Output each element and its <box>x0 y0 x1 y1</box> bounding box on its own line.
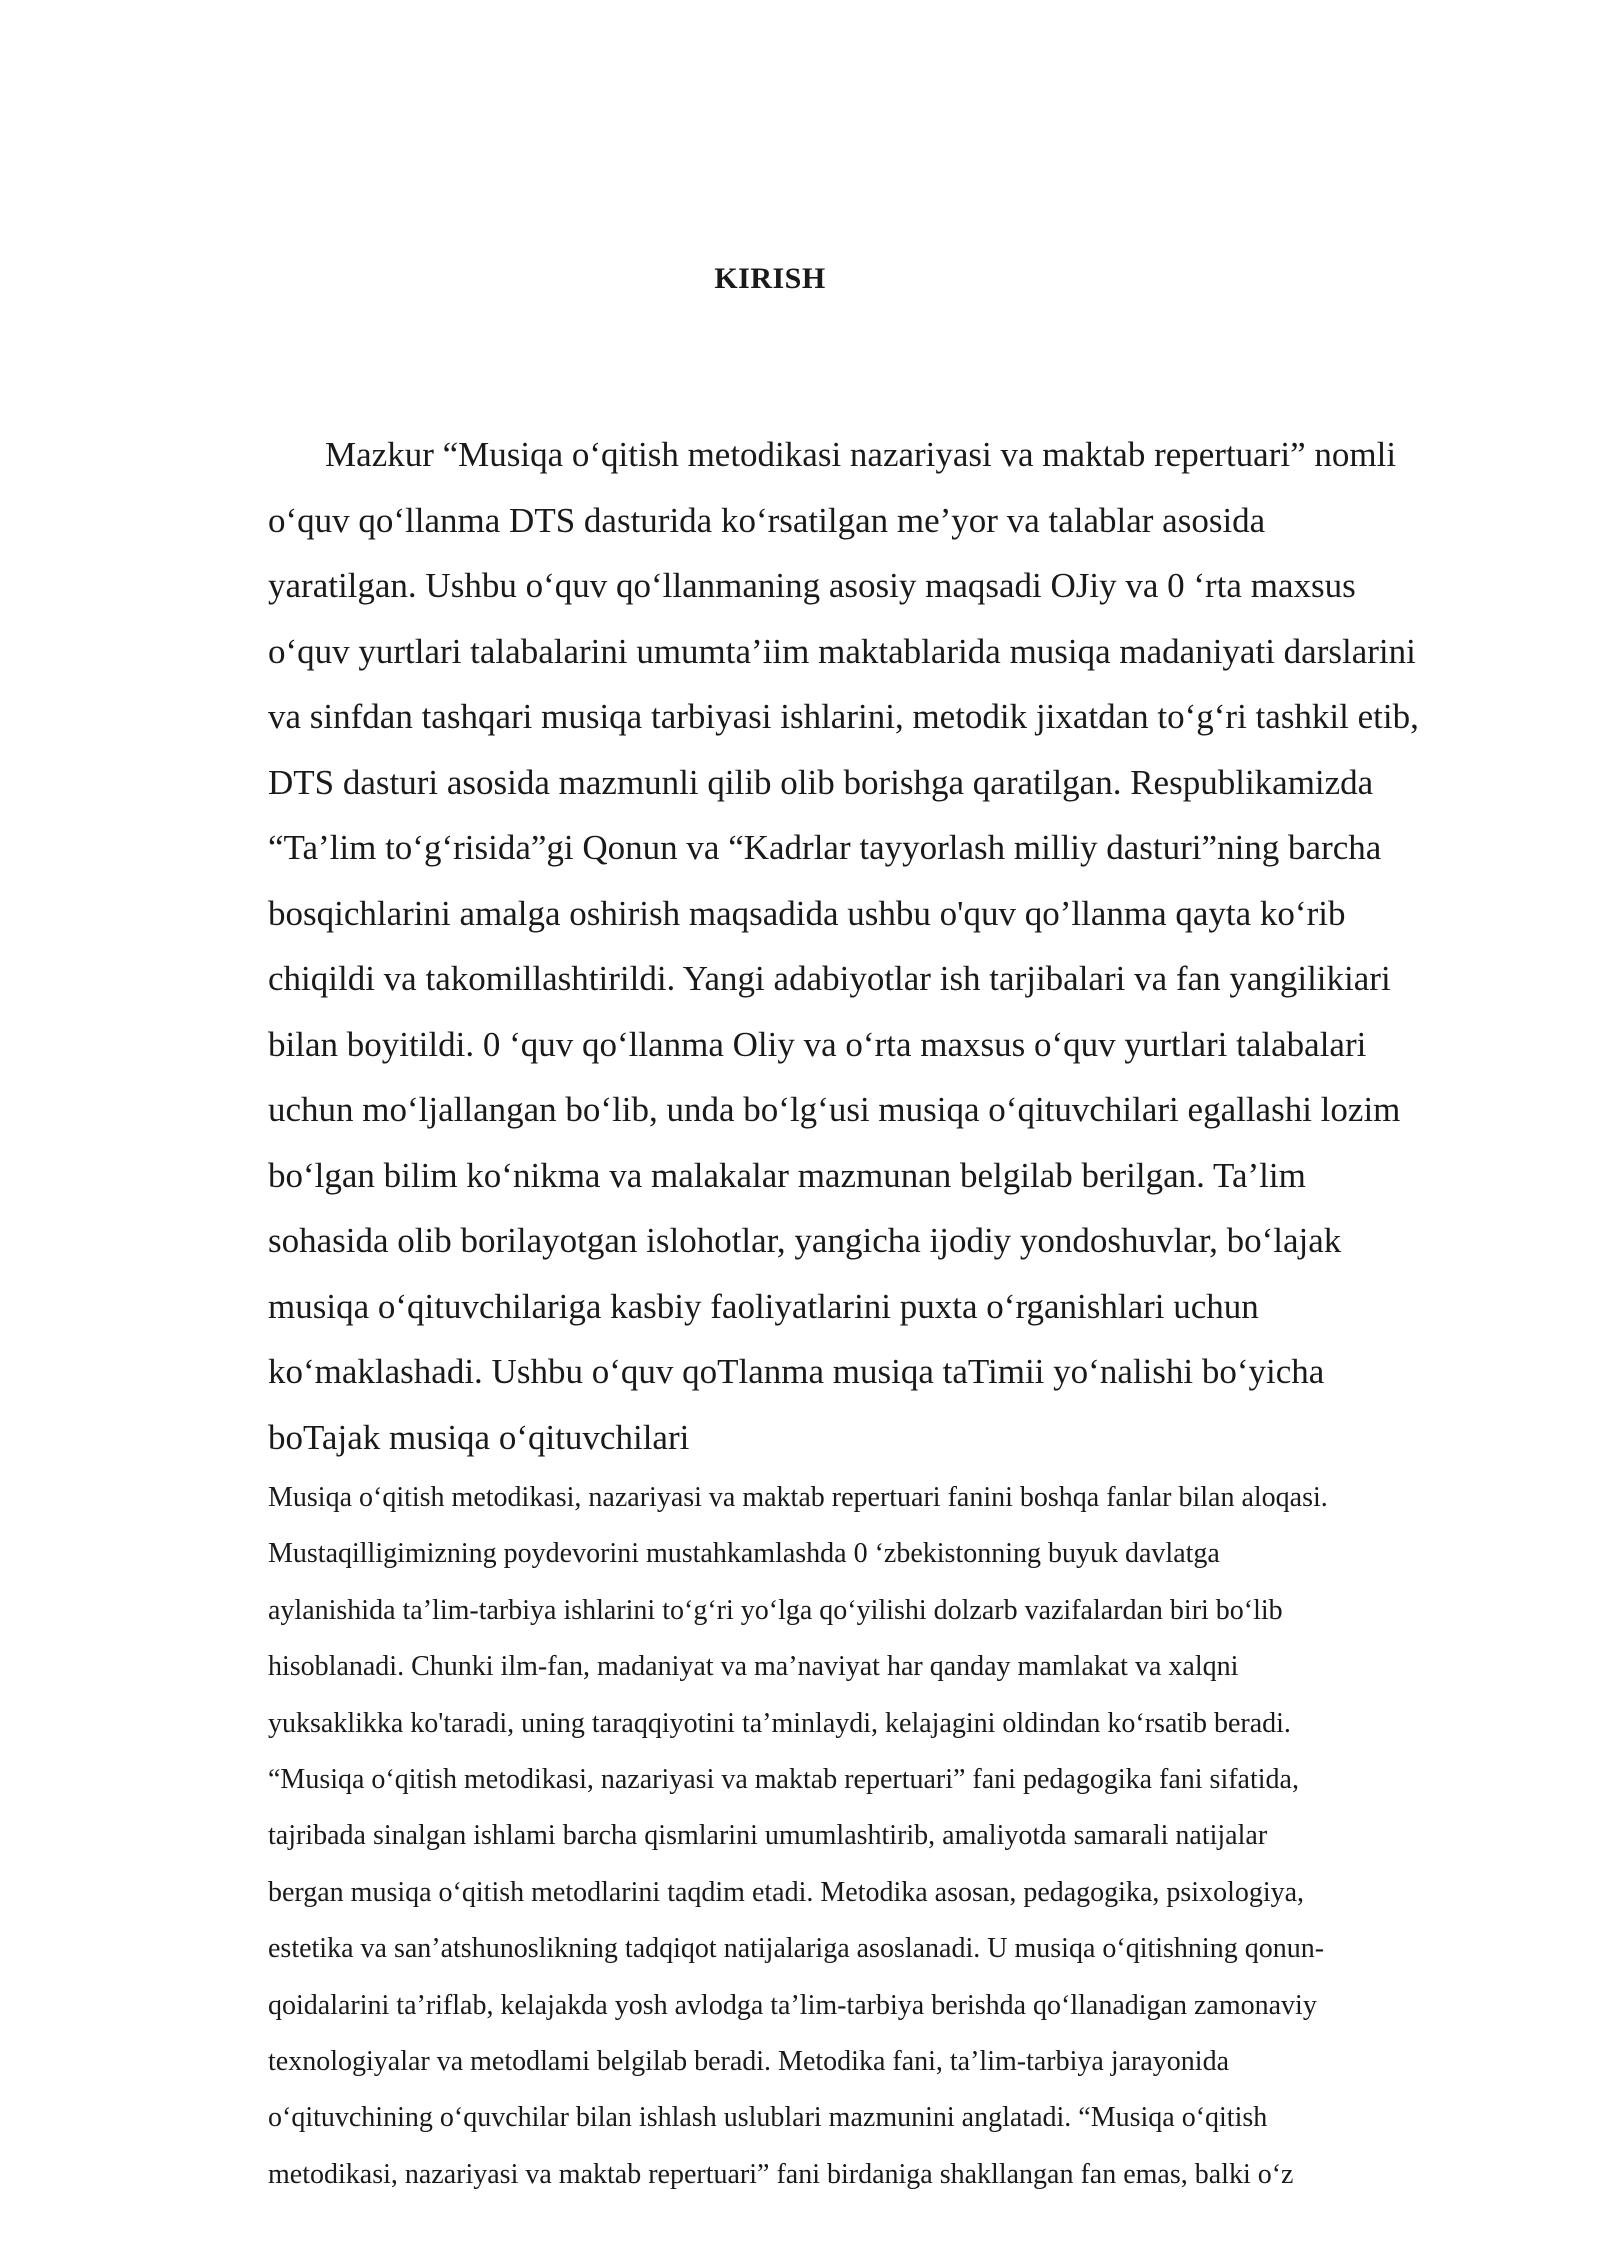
intro-line: musiqa o‘qituvchilariga kasbiy faoliyatlarini puxta o‘rganishlari uchun <box>268 1286 1259 1326</box>
body-line: Musiqa o‘qitish metodikasi, nazariyasi va maktab repertuari fanini boshqa fanlar bilan aloqasi. <box>268 1482 1328 1513</box>
intro-line: DTS dasturi asosida mazmunli qilib olib borishga qaratilgan. Respublikamizda <box>268 762 1374 802</box>
body-line: hisoblanadi. Chunki ilm-fan, madaniyat va ma’naviyat har qanday mamlakat va xalqni <box>268 1651 1239 1683</box>
page-title: KIRISH <box>714 262 826 295</box>
intro-line: o‘quv yurtlari talabalarini umumta’iim maktablarida musiqa madaniyati darslarini <box>268 631 1416 671</box>
body-line: o‘qituvchining o‘quvchilar bilan ishlash uslublari mazmunini anglatadi. “Musiqa o‘qitish <box>268 2102 1268 2134</box>
intro-line: o‘quv qo‘llanma DTS dasturida ko‘rsatilgan me’yor va talablar asosida <box>268 500 1266 540</box>
intro-line: bo‘lgan bilim ko‘nikma va malakalar mazmunan belgilab berilgan. Ta’lim <box>268 1155 1306 1195</box>
intro-line: va sinfdan tashqari musiqa tarbiyasi ishlarini, metodik jixatdan to‘g‘ri tashkil etib, <box>268 697 1419 736</box>
intro-line: sohasida olib borilayotgan islohotlar, yangicha ijodiy yondoshuvlar, bo‘lajak <box>268 1221 1342 1260</box>
intro-line: yaratilgan. Ushbu o‘quv qo‘llanmaning asosiy maqsadi OJiy va 0 ‘rta maxsus <box>268 566 1356 605</box>
intro-line: chiqildi va takomillashtirildi. Yangi adabiyotlar ish tarjibalari va fan yangilikiari <box>268 959 1391 998</box>
body-line: metodikasi, nazariyasi va maktab repertuari” fani birdaniga shakllangan fan emas, balki o‘z <box>268 2158 1294 2190</box>
intro-line: uchun mo‘ljallangan bo‘lib, unda bo‘lg‘usi musiqa o‘qituvchilari egallashi lozim <box>268 1090 1401 1129</box>
body-line: tajribada sinalgan ishlami barcha qismlarini umumlashtirib, amaliyotda samarali natijalar <box>268 1820 1268 1852</box>
intro-line: bosqichlarini amalga oshirish maqsadida ushbu o'quv qo’llanma qayta ko‘rib <box>268 893 1346 933</box>
intro-line: ko‘maklashadi. Ushbu o‘quv qoTlanma musiqa taTimii yo‘nalishi bo‘yicha <box>268 1352 1325 1391</box>
body-line: estetika va san’atshunoslikning tadqiqot natijalariga asoslanadi. U musiqa o‘qitishning qonun- <box>268 1933 1325 1965</box>
intro-line: “Ta’lim to‘g‘risida”gi Qonun va “Kadrlar tayyorlash milliy dasturi”ning barcha <box>268 828 1382 867</box>
body-line: Mustaqilligimizning poydevorini mustahkamlashda 0 ‘zbekistonning buyuk davlatga <box>268 1538 1220 1570</box>
body-line: qoidalarini ta’riflab, kelajakda yosh avlodga ta’lim-tarbiya berishda qo‘llanadigan zamonaviy <box>268 1989 1317 2021</box>
body-line: “Musiqa o‘qitish metodikasi, nazariyasi va maktab repertuari” fani pedagogika fani sifatida, <box>268 1764 1299 1796</box>
intro-line: bilan boyitildi. 0 ‘quv qo‘llanma Oliy va o‘rta maxsus o‘quv yurtlari talabalari <box>268 1024 1367 1064</box>
intro-line: Mazkur “Musiqa o‘qitish metodikasi nazariyasi va maktab repertuari” nomli <box>325 435 1397 474</box>
intro-line: boTajak musiqa o‘qituvchilari <box>268 1417 690 1457</box>
body-line: bergan musiqa o‘qitish metodlarini taqdim etadi. Metodika asosan, pedagogika, psixologiya, <box>268 1876 1305 1908</box>
body-line: aylanishida ta’lim-tarbiya ishlarini to‘g‘ri yo‘lga qo‘yilishi dolzarb vazifalardan biri bo‘lib <box>268 1594 1283 1626</box>
intro-paragraph <box>268 422 1518 1470</box>
body-line: texnologiyalar va metodlami belgilab beradi. Metodika fani, ta’lim-tarbiya jarayonida <box>268 2046 1229 2078</box>
body-line: yuksaklikka ko'taradi, uning taraqqiyotini ta’minlaydi, kelajagini oldindan ko‘rsatib beradi. <box>268 1707 1291 1739</box>
body-paragraph <box>268 1470 1518 2203</box>
